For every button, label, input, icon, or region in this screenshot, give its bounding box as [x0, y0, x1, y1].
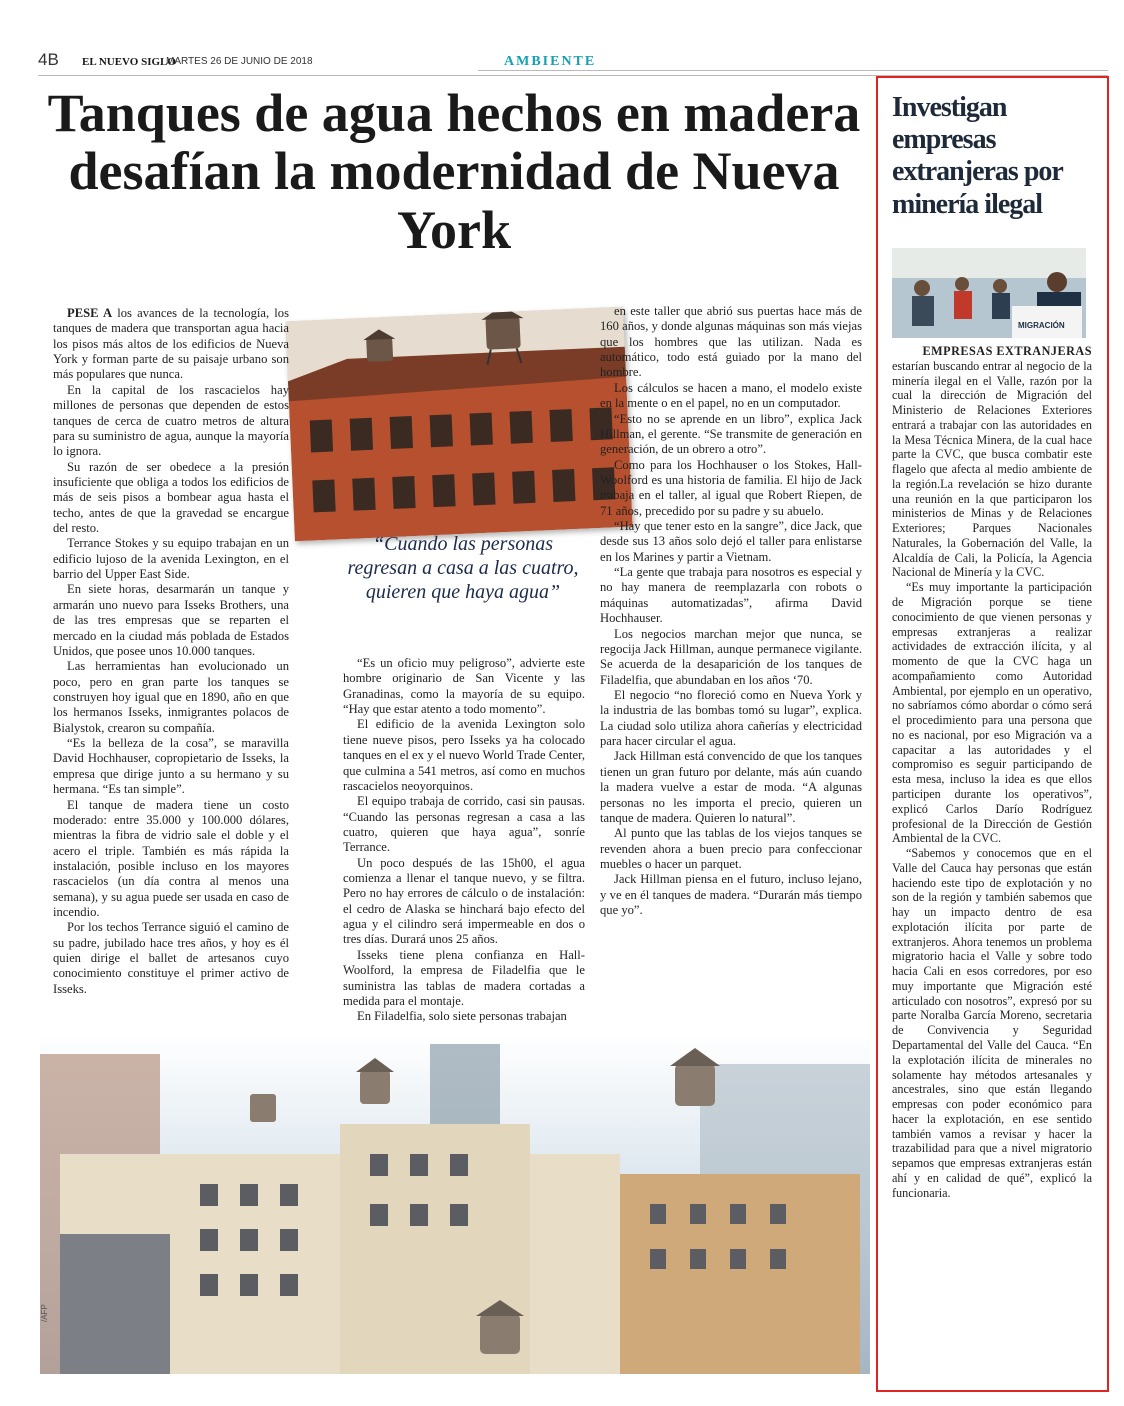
article-paragraph: En la capital de los rascacielos hay millones de personas que dependen de estos tanques de cerca de cuatro metros de altura para su suministro de agua, aunque la mayoría lo ignora.: [53, 382, 289, 459]
sidebar-paragraph: “Sabemos y conocemos que en el Valle del Cauca hay personas que están haciendo este tipo de explotación y no son de la región y también sabemos que hay un impacto dentro de esa explotación ilícita por parte de extranjeros. Ahora tenemos un problema migratorio hacia el Valle y sobre todo hacia Cali en esos corredores, por eso muy importante que Migración esté articulado con nosotros”, expresó por su parte Noralba García Moreno, secretaria de Convivencia y Seguridad Departamental del Valle del Cauca. “En la explotación ilícita de minerales no solamente hay métodos artesanales y ancestrales, sino que están llegando empresas con poder económico para hacer la explotación, en ese sentido también vamos a revisar y hacer la trazabilidad para que a nivel migratorio sepamos que empresas extranjeras están ahí y en calidad de qué”, explicó la funcionaria.: [892, 846, 1092, 1200]
article-paragraph: El equipo trabaja de corrido, casi sin pausas. “Cuando las personas regresan a casa a las cuatro, quieren que haya agua”, sonríe Terrance.: [343, 794, 585, 855]
article-paragraph: PESE A los avances de la tecnología, los tanques de madera que transportan agua hacia los pisos más altos de los edificios de Nueva York y forman parte de su paisaje urbano son más populares que nunca.: [53, 306, 289, 382]
vest-label: MIGRACIÓN: [1018, 321, 1065, 330]
sidebar-paragraph: estarían buscando entrar al negocio de la minería ilegal en el Valle, razón por la cual la dirección de Migración del Ministerio de Relaciones Exteriores entrará a trabajar con las autoridades en la Mesa Técnica Minera, de la cual hace parte la CVC, que busca combatir este flagelo que afecta al medio ambiente de la región.La revelación se hizo durante una reunión en la que participaron los ministerios de Minas y de Relaciones Exteriores; Parques Nacionales Naturales, la Gobernación del Valle, la Alcaldía de Cali, la Policía, la Agencia Nacional de Minería y la CVC.: [892, 358, 1092, 580]
article-paragraph: “Es la belleza de la cosa”, se maravilla David Hochhauser, copropietario de Isseks, la empresa que dirige junto a su hermano y su hermana. “Es tan simple”.: [53, 736, 289, 797]
article-paragraph: Al punto que las tablas de los viejos tanques se revenden ahora a buen precio para confeccionar muebles o hacer un parquet.: [600, 826, 862, 871]
article-column-3: [600, 304, 862, 918]
sidebar-kicker: EMPRESAS EXTRANJERAS: [922, 344, 1092, 358]
article-paragraph: Los negocios marchan mejor que nunca, se regocija Jack Hillman, aunque permanece vigilante. Se acuerda de la desaparición de los tanques de Filadelfia, que abundaban en los años ‘70.: [600, 626, 862, 687]
sidebar-article: [876, 76, 1109, 1392]
article-paragraph: Las herramientas han evolucionado un poco, pero en gran parte los tanques se construyen hoy igual que en 1890, año en que los hermanos Isseks, inmigrantes polacos de Bialystok, crearon su compañía.: [53, 659, 289, 735]
article-paragraph: en este taller que abrió sus puertas hace más de 160 años, y donde algunas máquinas son más viejas que los hombres que las utilizan. Nada es automático, todo está guiado por la mano del hombre.: [600, 304, 862, 380]
page-number: 4B: [38, 50, 59, 69]
paper-name: EL NUEVO SIGLO: [82, 56, 176, 68]
section-rule: [478, 70, 1108, 71]
section-label: AMBIENTE: [504, 54, 597, 69]
article-paragraph: Jack Hillman piensa en el futuro, incluso lejano, y ve en él tanques de madera. “Durarán más tiempo que yo”.: [600, 872, 862, 918]
article-headline: Tanques de agua hechos en madera desafían la modernidad de Nueva York: [47, 83, 861, 260]
article-paragraph: Los cálculos se hacen a mano, el modelo existe en la mente o en el papel, no en un computador.: [600, 380, 862, 411]
meeting-photo: [892, 248, 1086, 338]
photo-credit: /AFP: [40, 1304, 49, 1322]
article-paragraph: Su razón de ser obedece a la presión insuficiente que obliga a todos los edificios de más de seis pisos a bombear agua hasta el techo, antes de que la gravedad se encargue del resto.: [53, 459, 289, 536]
article-paragraph: En siete horas, desarmarán un tanque y armarán uno nuevo para Isseks Brothers, una de las tres empresas que se reparten el mercado en la ciudad más poblada de Estados Unidos, que posee unos 10.000 tanques.: [53, 582, 289, 658]
water-tank-building-photo: [285, 307, 632, 542]
new-york-rooftops-photo: [40, 1034, 870, 1374]
paper-date: MARTES 26 DE JUNIO DE 2018: [166, 56, 313, 67]
lead-word: PESE A: [67, 306, 113, 320]
sidebar-headline: Investigan empresas extranjeras por minería ilegal: [892, 92, 1063, 220]
article-paragraph: Como para los Hochhauser o los Stokes, Hall-Woolford es una historia de familia. El hijo de Jack trabaja en el taller, al igual que Robert Riepen, de 71 años, precedido por su padre y su abuelo.: [600, 457, 862, 518]
article-paragraph: El negocio “no floreció como en Nueva York y la industria de las bombas tomó su lugar”, explica. La ciudad solo utiliza ahora cañerías y electricidad para hacer circular el agua.: [600, 687, 862, 749]
article-paragraph: En Filadelfia, solo siete personas trabajan: [357, 1009, 567, 1024]
article-paragraph: “Esto no se aprende en un libro”, explica Jack Hillman, el gerente. “Se transmite de generación en generación, de un obrero a otro”.: [600, 411, 862, 457]
article-paragraph: El edificio de la avenida Lexington solo tiene nueve pisos, pero Isseks ya ha colocado tanques en el ex y el nuevo World Trade Center, que culmina a 541 metros, así como en muchos rascacielos neoyorquinos.: [343, 717, 585, 793]
article-column-1: [53, 306, 289, 997]
article-column-2: [343, 656, 585, 1025]
article-paragraph: Terrance Stokes y su equipo trabajan en un edificio lujoso de la avenida Lexington, en el barrio del Upper East Side.: [53, 536, 289, 582]
sidebar-paragraph: “Es muy importante la participación de Migración porque se tiene conocimiento de que vienen personas y empresas extranjeras a realizar actividades de extracción ilícita, y al momento de que la CVC haga un acompañamiento como Autoridad Ambiental, por ejemplo en un operativo, no sabríamos cómo abordar o cómo será el procedimiento para una persona que no es nacional, por eso Migración va a capacitar a las autoridades y el compromiso es seguir participando de esta mesa, incluso la idea es que ellos participen durante los operativos”, explicó Carlos Darío Rodríguez profesional de la Dirección de Gestión Ambiental de la CVC.: [892, 580, 1092, 846]
article-paragraph: El tanque de madera tiene un costo moderado: entre 35.000 y 100.000 dólares, mientras la fibra de vidrio sale el doble y el acero el triple. También es más rápida la instalación, posible incluso en los mayores rascacielos (un día contra al menos una semana), y su agua puede ser usada en caso de incendio.: [53, 797, 289, 920]
article-paragraph: Isseks tiene plena confianza en Hall-Woolford, la empresa de Filadelfia que le suministra las tablas de madera cortadas a medida para el montaje.: [343, 947, 585, 1008]
sidebar-body: [892, 344, 1092, 1200]
article-paragraph: Por los techos Terrance siguió el camino de su padre, jubilado hace tres años, y hoy es él quien dirige el ballet de artesanos cuyo conocimiento constituye el primer activo de Isseks.: [53, 920, 289, 996]
page-header: [38, 52, 1108, 76]
article-paragraph: Jack Hillman está convencido de que los tanques tienen un gran futuro por delante, más aún cuando la madera vuelve a estar de moda. “A algunas personas no les importa el precio, quieren un tanque de madera. Quieren lo natural”.: [600, 749, 862, 825]
article-paragraph: Un poco después de las 15h00, el agua comienza a llenar el tanque nuevo, y se filtra. Pero no hay errores de cálculo o de instalación: el cedro de Alaska se hinchará bajo efecto del agua y el cilindro será impermeable en dos o tres días. Durará unos 25 años.: [343, 855, 585, 947]
article-paragraph: “Es un oficio muy peligroso”, advierte este hombre originario de San Vicente y las Granadinas, como la mayoría de su equipo. “Hay que estar atento a todo momento”.: [343, 656, 585, 717]
article-paragraph: “La gente que trabaja para nosotros es especial y no hay manera de reemplazarla con robots o máquinas automatizadas”, afirma David Hochhauser.: [600, 565, 862, 626]
article-paragraph: “Hay que tener esto en la sangre”, dice Jack, que desde sus 13 años solo dejó el taller para enlistarse en los Marines y partir a Vietnam.: [600, 519, 862, 564]
pull-quote: “Cuando las personas regresan a casa a las cuatro, quieren que haya agua”: [347, 533, 579, 603]
